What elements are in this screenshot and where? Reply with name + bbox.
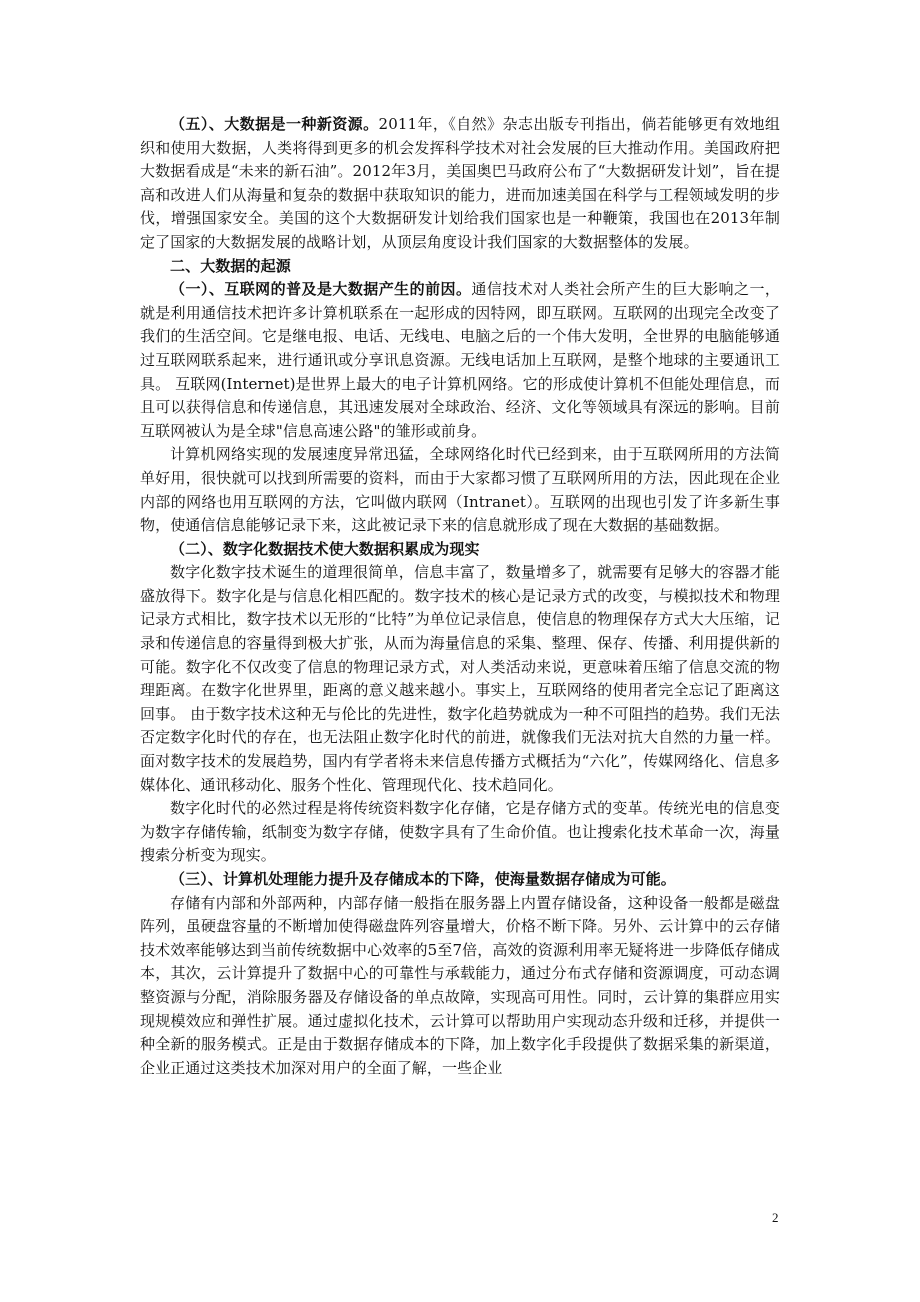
- section-3-heading: （三）、计算机处理能力提升及存储成本的下降，使海量数据存储成为可能。: [170, 870, 676, 888]
- section-1-lead: （一）、互联网的普及是大数据产生的前因。: [170, 280, 472, 299]
- page-number: 2: [772, 1210, 779, 1225]
- document-body: [140, 113, 780, 1080]
- origin-heading: 二、大数据的起源: [170, 256, 291, 275]
- paragraph-network: 计算机网络实现的发展速度异常迅猛，全球网络化时代已经到来，由于互联网所用的方法简单好用，很快就可以找到所需要的资料，而由于大家都习惯了互联网所用的方法，因此现在企业内部的网络也用互联网的方法，它叫做内联网（Intranet）。互联网的出现也引发了许多新生事物，使通信信息能够记录下来，这此被记录下来的信息就形成了现在大数据的基础数据。: [140, 445, 780, 535]
- paragraph-digital-tech: 数字化数字技术诞生的道理很简单，信息丰富了，数量增多了，就需要有足够大的容器才能盛放得下。数字化是与信息化相匹配的。数字技术的核心是记录方式的改变，与模拟技术和物理记录方式相比，数字技术以无形的“比特”为单位记录信息，使信息的物理保存方式大大压缩，记录和传递信息的容量得到极大扩张，从而为海量信息的采集、整理、保存、传播、利用提供新的可能。数字化不仅改变了信息的物理记录方式，对人类活动来说，更意味着压缩了信息交流的物理距离。在数字化世界里，距离的意义越来越小。事实上，互联网络的使用者完全忘记了距离这回事。 由于数字技术这种无与伦比的先进性，数字化趋势就成为一种不可阻挡的趋势。我们无法否定数字化时代的存在，也无法阻止数字化时代的前进，就像我们无法对抗大自然的力量一样。面对数字技术的发展趋势，国内有学者将未来信息传播方式概括为“六化”，传媒网络化、信息多媒体化、通讯移动化、服务个性化、管理现代化、技术趋同化。: [140, 563, 780, 794]
- section-2-heading: （二）、数字化数据技术使大数据积累成为现实: [170, 539, 480, 558]
- paragraph-internet: [140, 278, 780, 443]
- paragraph-digital-storage: 数字化时代的必然过程是将传统资料数字化存储，它是存储方式的变革。传统光电的信息变为数字存储传输，纸制变为数字存储，使数字具有了生命价值。也让搜索化技术革命一次，海量搜索分析变为现实。: [140, 799, 780, 865]
- section-5-text: 2011年，《自然》杂志出版专刊指出，倘若能够更有效地组织和使用大数据，人类将得到更多的机会发挥科学技术对社会发展的巨大推动作用。美国政府把大数据看成是“未来的新石油”。2012年3月，美国奥巴马政府公布了“大数据研发计划”，旨在提高和改进人们从海量和复杂的数据中获取知识的能力，进而加速美国在科学与工程领域发明的步伐，增强国家安全。美国的这个大数据研发计划给我们国家也是一种鞭策，我国也在2013年制定了国家的大数据发展的战略计划，从顶层角度设计我们国家的大数据整体的发展。: [140, 115, 780, 251]
- paragraph-storage-cost: 存储有内部和外部两种，内部存储一般指在服务器上内置存储设备，这种设备一般都是磁盘阵列，虽硬盘容量的不断增加使得磁盘阵列容量增大，价格不断下降。另外、云计算中的云存储技术效率能够达到当前传统数据中心效率的5至7倍，高效的资源利用率无疑将进一步降低存储成本，其次，云计算提升了数据中心的可靠性与承载能力，通过分布式存储和资源调度，可动态调整资源与分配，消除服务器及存储设备的单点故障，实现高可用性。同时，云计算的集群应用实现规模效应和弹性扩展。通过虚拟化技术，云计算可以帮助用户实现动态升级和迁移，并提供一种全新的服务模式。正是由于数据存储成本的下降，加上数字化手段提供了数据采集的新渠道，企业正通过这类技术加深对用户的全面了解，一些企业: [140, 893, 780, 1077]
- paragraph-new-resource: [140, 113, 780, 255]
- section-5-lead: （五）、大数据是一种新资源。: [170, 115, 379, 133]
- section-1-text: 通信技术对人类社会所产生的巨大影响之一，就是利用通信技术把许多计算机联系在一起形成的因特网，即互联网。互联网的出现完全改变了我们的生活空间。它是继电报、电话、无线电、电脑之后的一个伟大发明，全世界的电脑能够通过互联网联系起来，进行通讯或分享讯息资源。无线电话加上互联网，是整个地球的主要通讯工具。 互联网(Internet)是世界上最大的电子计算机网络。它的形成使计算机不但能处理信息，而且可以获得信息和传递信息，其迅速发展对全球政治、经济、文化等领域具有深远的影响。目前互联网被认为是全球"信息高速公路"的雏形或前身。: [140, 280, 780, 440]
